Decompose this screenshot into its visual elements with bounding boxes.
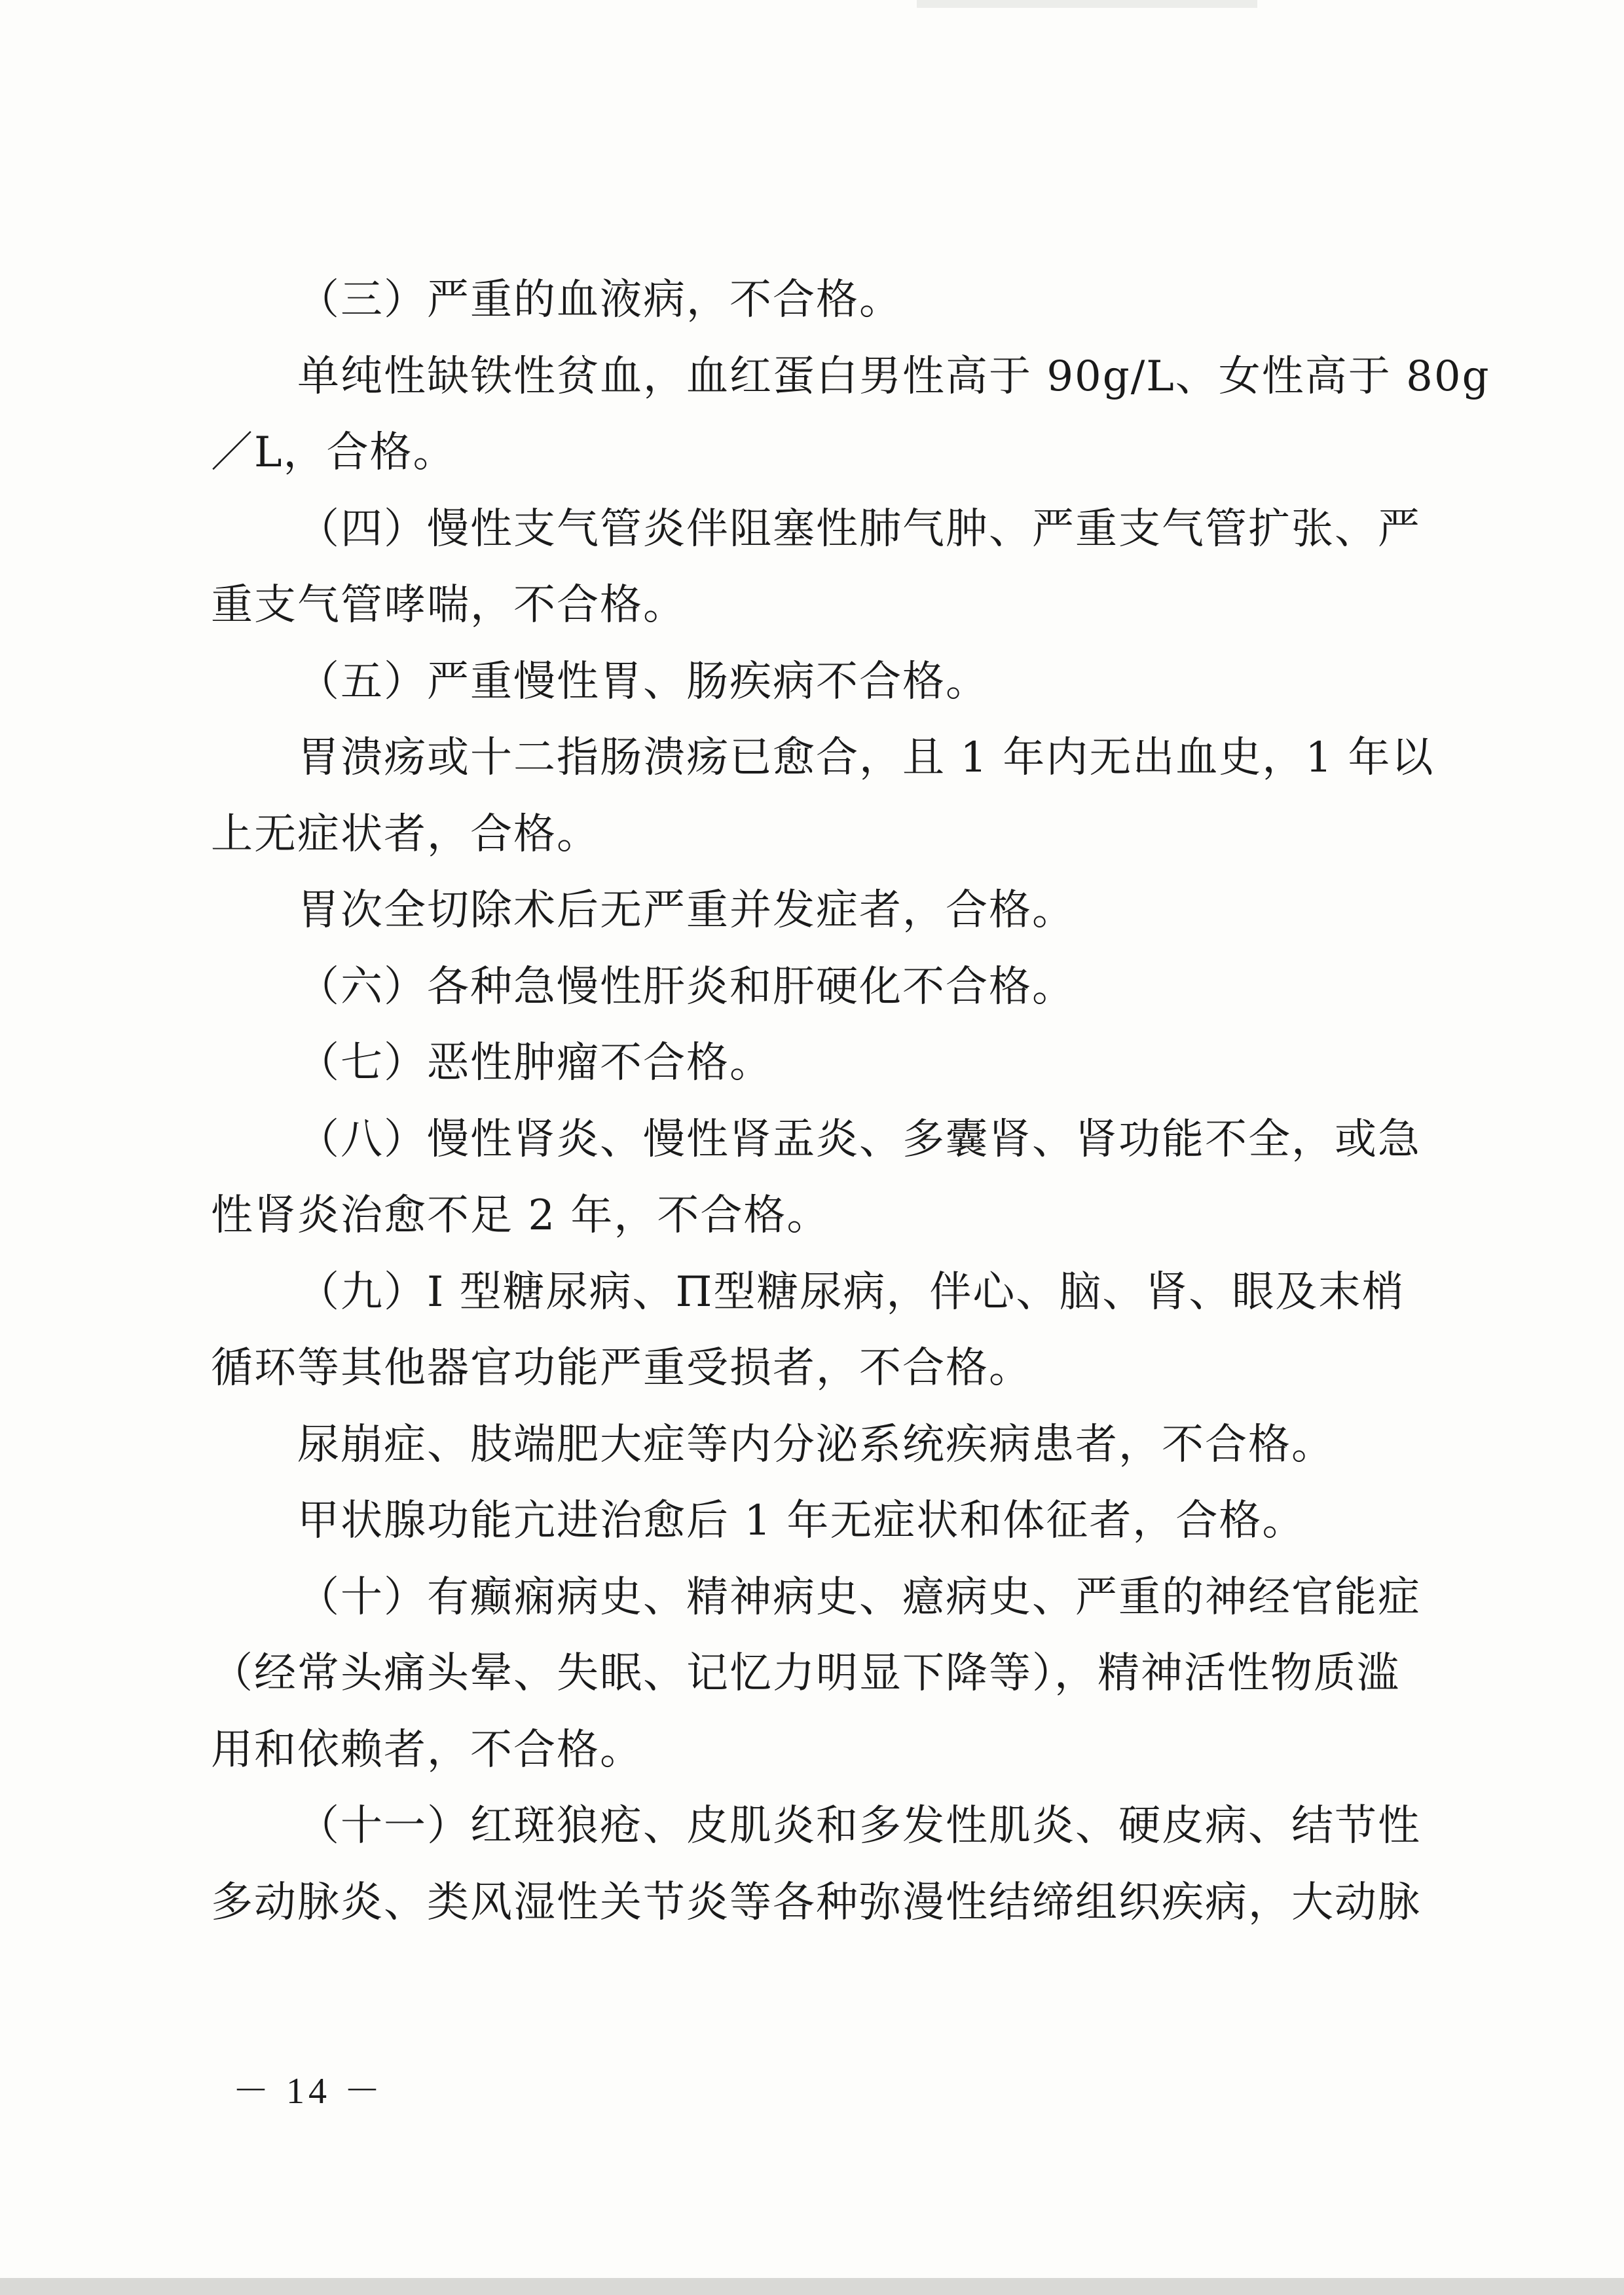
text-line: 胃次全切除术后无严重并发症者，合格。: [297, 886, 1075, 935]
text-line: （五）严重慢性胃、肠疾病不合格。: [297, 657, 989, 706]
scan-artifact-top: [917, 0, 1257, 8]
text-line: （经常头痛头晕、失眠、记忆力明显下降等），精神活性物质滥: [211, 1649, 1400, 1698]
text-line: 重支气管哮喘，不合格。: [211, 581, 686, 629]
text-line: （八）慢性肾炎、慢性肾盂炎、多囊肾、肾功能不全，或急: [297, 1115, 1421, 1164]
text-line: 性肾炎治愈不足 2 年，不合格。: [211, 1191, 830, 1240]
text-line: 多动脉炎、类风湿性关节炎等各种弥漫性结缔组织疾病，大动脉: [211, 1878, 1421, 1927]
text-line: （十）有癫痫病史、精神病史、癔病史、严重的神经官能症: [297, 1573, 1421, 1622]
text-line: （十一）红斑狼疮、皮肌炎和多发性肌炎、硬皮病、结节性: [297, 1802, 1421, 1850]
text-line: （七）恶性肿瘤不合格。: [297, 1039, 773, 1087]
text-line: 上无症状者，合格。: [211, 810, 600, 859]
text-line: （四）慢性支气管炎伴阻塞性肺气肿、严重支气管扩张、严: [297, 504, 1421, 553]
page-number: － 14 －: [232, 2071, 384, 2112]
text-line: 甲状腺功能亢进治愈后 1 年无症状和体征者，合格。: [297, 1497, 1306, 1545]
text-line: （九）I 型糖尿病、Π型糖尿病，伴心、脑、肾、眼及末梢: [297, 1267, 1405, 1316]
text-line: 循环等其他器官功能严重受损者，不合格。: [211, 1344, 1032, 1392]
text-line: 尿崩症、肢端肥大症等内分泌系统疾病患者，不合格。: [297, 1420, 1335, 1469]
text-line: 单纯性缺铁性贫血，血红蛋白男性高于 90g/L、女性高于 80g: [297, 352, 1490, 401]
text-line: ／L，合格。: [211, 428, 456, 477]
text-line: 用和依赖者，不合格。: [211, 1725, 643, 1774]
body-text: [211, 262, 1490, 1941]
text-line: （三）严重的血液病，不合格。: [297, 276, 902, 324]
scan-artifact-bottom: [0, 2278, 1624, 2295]
text-line: （六）各种急慢性肝炎和肝硬化不合格。: [297, 962, 1075, 1011]
text-line: 胃溃疡或十二指肠溃疡已愈合，且 1 年内无出血史，1 年以: [297, 734, 1435, 782]
